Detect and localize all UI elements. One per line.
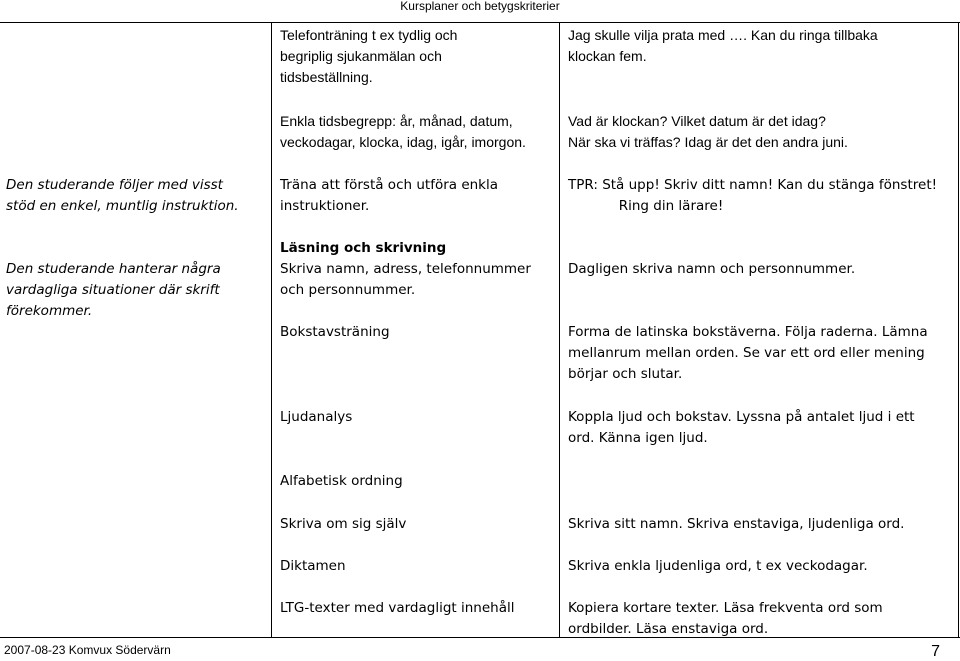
content-telephone-training: Telefonträning t ex tydlig och begriplig sjukanmälan och tidsbeställning. <box>280 27 458 85</box>
page-header-title: Kursplaner och betygskriterier <box>400 0 560 13</box>
goal-written-situations: Den studerande hanterar några vardagliga situationer där skrift förekommer. <box>6 261 221 319</box>
content-ltg-texts: LTG-texter med vardagligt innehåll <box>280 600 515 616</box>
content-time-concepts: Enkla tidsbegrepp: år, månad, datum, veckodagar, klocka, idag, igår, imorgon. <box>280 113 526 150</box>
content-dictation: Diktamen <box>280 558 346 574</box>
example-call-teacher: Ring din lärare! <box>618 198 724 214</box>
column-divider-1 <box>271 22 272 638</box>
content-reading-writing-heading: Läsning och skrivning <box>280 240 447 256</box>
content-sound-analysis: Ljudanalys <box>280 409 353 425</box>
content-alphabetical-order: Alfabetisk ordning <box>280 473 403 489</box>
example-write-own-name: Skriva sitt namn. Skriva enstaviga, ljudenliga ord. <box>568 516 905 532</box>
content-write-name-address: Skriva namn, adress, telefonnummer och personnummer. <box>280 261 531 298</box>
content-write-about-self: Skriva om sig själv <box>280 516 407 532</box>
table-right-border <box>958 22 959 638</box>
example-latin-letters: Forma de latinska bokstäverna. Följa raderna. Lämna mellanrum mellan orden. Se var ett ord eller mening börjar och slutar. <box>568 324 928 382</box>
footer-date-school: 2007-08-23 Komvux Södervärn <box>4 643 171 657</box>
example-tpr-commands: TPR: Stå upp! Skriv ditt namn! Kan du stänga fönstret! <box>568 177 938 193</box>
example-sound-letter: Koppla ljud och bokstav. Lyssna på antalet ljud i ett ord. Känna igen ljud. <box>568 409 915 446</box>
table-top-border <box>0 22 960 23</box>
content-instructions: Träna att förstå och utföra enkla instruktioner. <box>280 177 499 214</box>
example-copy-texts: Kopiera kortare texter. Läsa frekventa ord som ordbilder. Läsa enstaviga ord. <box>568 600 883 637</box>
example-daily-name: Dagligen skriva namn och personnummer. <box>568 261 856 277</box>
example-telephone: Jag skulle vilja prata med …. Kan du ringa tillbaka klockan fem. <box>568 27 878 64</box>
column-divider-2 <box>559 22 560 638</box>
page-number: 7 <box>931 643 940 660</box>
content-letter-training: Bokstavsträning <box>280 324 390 340</box>
example-time-questions: Vad är klockan? Vilket datum är det idag? När ska vi träffas? Idag är det den andra juni. <box>568 113 848 150</box>
example-simple-words: Skriva enkla ljudenliga ord, t ex veckodagar. <box>568 558 868 574</box>
goal-oral-instruction: Den studerande följer med visst stöd en enkel, muntlig instruktion. <box>6 177 239 214</box>
